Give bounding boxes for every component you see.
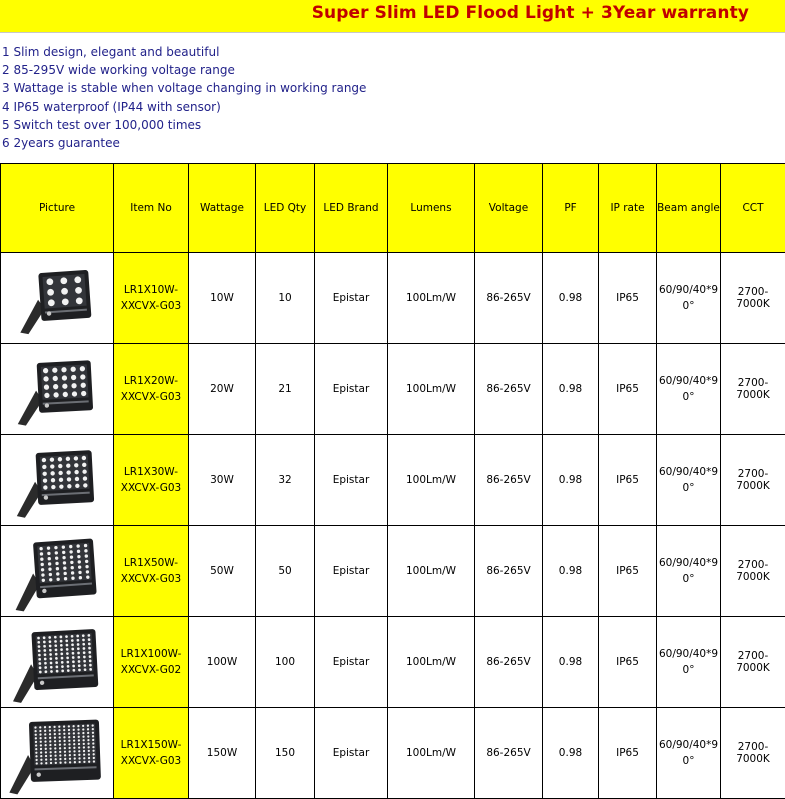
beam-angle-cell: 60/90/40*90°: [657, 253, 721, 344]
picture-cell: [1, 344, 114, 435]
beam-angle-cell: 60/90/40*90°: [657, 708, 721, 799]
pf-cell: 0.98: [543, 344, 599, 435]
page-title: Super Slim LED Flood Light + 3Year warranty: [312, 3, 749, 23]
table-row: [1, 708, 785, 799]
table-row: [1, 526, 785, 617]
feature-item: 6 2years guarantee: [2, 134, 366, 152]
led-qty-cell: 100: [256, 617, 315, 708]
led-qty-cell: 21: [256, 344, 315, 435]
spec-table: [0, 163, 785, 799]
pf-cell: 0.98: [543, 253, 599, 344]
wattage-cell: 50W: [189, 526, 256, 617]
led-brand-cell: Epistar: [315, 344, 388, 435]
flood-light-icon: [7, 711, 107, 795]
wattage-cell: 20W: [189, 344, 256, 435]
col-header-picture: Picture: [1, 164, 114, 253]
item-no-cell: LR1X10W-XXCVX-G03: [114, 253, 189, 344]
lumens-cell: 100Lm/W: [388, 435, 475, 526]
col-header-voltage: Voltage: [475, 164, 543, 253]
col-header-led-brand: LED Brand: [315, 164, 388, 253]
col-header-cct: CCT: [721, 164, 785, 253]
ip-rate-cell: IP65: [599, 526, 657, 617]
ip-rate-cell: IP65: [599, 344, 657, 435]
item-no-cell: LR1X100W-XXCVX-G02: [114, 617, 189, 708]
ip-rate-cell: IP65: [599, 708, 657, 799]
led-qty-cell: 50: [256, 526, 315, 617]
lumens-cell: 100Lm/W: [388, 617, 475, 708]
ip-rate-cell: IP65: [599, 617, 657, 708]
ip-rate-cell: IP65: [599, 435, 657, 526]
col-header-beam-angle: Beam angle: [657, 164, 721, 253]
cct-cell: 2700-7000K: [721, 708, 785, 799]
cct-cell: 2700-7000K: [721, 253, 785, 344]
feature-item: 3 Wattage is stable when voltage changing in working range: [2, 79, 366, 97]
wattage-cell: 150W: [189, 708, 256, 799]
table-row: [1, 253, 785, 344]
led-qty-cell: 10: [256, 253, 315, 344]
wattage-cell: 10W: [189, 253, 256, 344]
col-header-wattage: Wattage: [189, 164, 256, 253]
lumens-cell: 100Lm/W: [388, 526, 475, 617]
wattage-cell: 30W: [189, 435, 256, 526]
picture-cell: [1, 708, 114, 799]
col-header-item-no: Item No: [114, 164, 189, 253]
table-row: [1, 344, 785, 435]
cct-cell: 2700-7000K: [721, 435, 785, 526]
flood-light-icon: [7, 438, 107, 522]
title-banner: [0, 0, 785, 33]
flood-light-icon: [7, 620, 107, 704]
cct-cell: 2700-7000K: [721, 526, 785, 617]
cct-cell: 2700-7000K: [721, 617, 785, 708]
voltage-cell: 86-265V: [475, 526, 543, 617]
col-header-lumens: Lumens: [388, 164, 475, 253]
feature-list: [2, 43, 366, 152]
beam-angle-cell: 60/90/40*90°: [657, 435, 721, 526]
beam-angle-cell: 60/90/40*90°: [657, 344, 721, 435]
voltage-cell: 86-265V: [475, 253, 543, 344]
led-brand-cell: Epistar: [315, 526, 388, 617]
led-brand-cell: Epistar: [315, 435, 388, 526]
led-brand-cell: Epistar: [315, 253, 388, 344]
led-brand-cell: Epistar: [315, 617, 388, 708]
lumens-cell: 100Lm/W: [388, 344, 475, 435]
pf-cell: 0.98: [543, 526, 599, 617]
flood-light-icon: [7, 347, 107, 431]
feature-item: 2 85-295V wide working voltage range: [2, 61, 366, 79]
col-header-ip-rate: IP rate: [599, 164, 657, 253]
voltage-cell: 86-265V: [475, 435, 543, 526]
led-qty-cell: 150: [256, 708, 315, 799]
col-header-led-qty: LED Qty: [256, 164, 315, 253]
item-no-cell: LR1X20W-XXCVX-G03: [114, 344, 189, 435]
item-no-cell: LR1X50W-XXCVX-G03: [114, 526, 189, 617]
beam-angle-cell: 60/90/40*90°: [657, 617, 721, 708]
led-brand-cell: Epistar: [315, 708, 388, 799]
lumens-cell: 100Lm/W: [388, 708, 475, 799]
feature-item: 5 Switch test over 100,000 times: [2, 116, 366, 134]
picture-cell: [1, 253, 114, 344]
pf-cell: 0.98: [543, 617, 599, 708]
flood-light-icon: [7, 256, 107, 340]
table-row: [1, 435, 785, 526]
feature-item: 4 IP65 waterproof (IP44 with sensor): [2, 98, 366, 116]
flood-light-icon: [7, 529, 107, 613]
picture-cell: [1, 526, 114, 617]
beam-angle-cell: 60/90/40*90°: [657, 526, 721, 617]
item-no-cell: LR1X30W-XXCVX-G03: [114, 435, 189, 526]
voltage-cell: 86-265V: [475, 344, 543, 435]
pf-cell: 0.98: [543, 435, 599, 526]
wattage-cell: 100W: [189, 617, 256, 708]
pf-cell: 0.98: [543, 708, 599, 799]
header-row: [1, 164, 785, 253]
cct-cell: 2700-7000K: [721, 344, 785, 435]
ip-rate-cell: IP65: [599, 253, 657, 344]
led-qty-cell: 32: [256, 435, 315, 526]
feature-item: 1 Slim design, elegant and beautiful: [2, 43, 366, 61]
item-no-cell: LR1X150W-XXCVX-G03: [114, 708, 189, 799]
voltage-cell: 86-265V: [475, 708, 543, 799]
picture-cell: [1, 435, 114, 526]
col-header-pf: PF: [543, 164, 599, 253]
picture-cell: [1, 617, 114, 708]
lumens-cell: 100Lm/W: [388, 253, 475, 344]
table-row: [1, 617, 785, 708]
voltage-cell: 86-265V: [475, 617, 543, 708]
